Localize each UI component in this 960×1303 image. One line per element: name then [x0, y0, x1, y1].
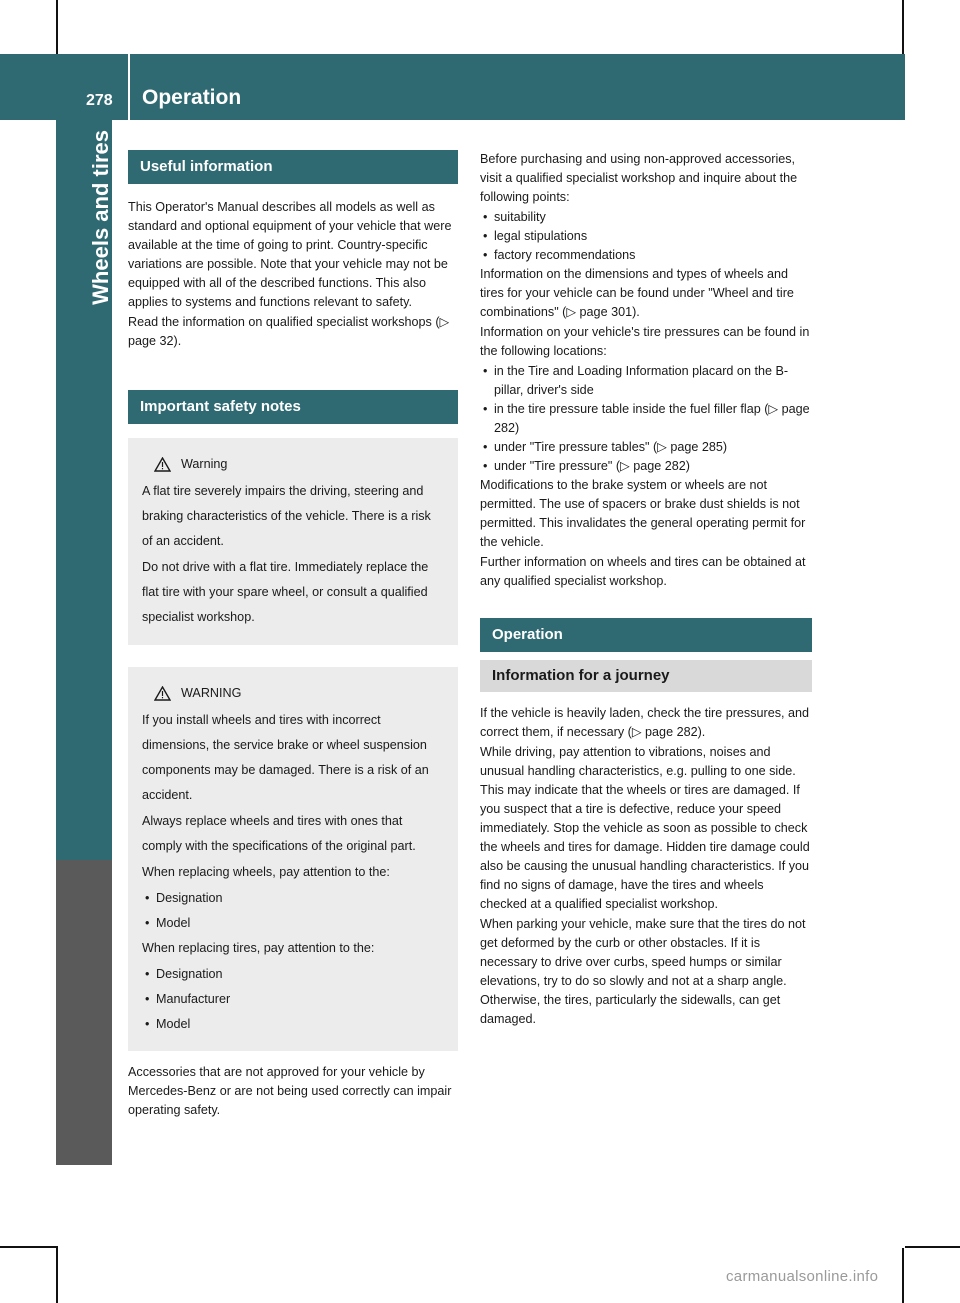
chapter-tab-extension: [56, 860, 112, 1165]
warning-title: WARNING: [181, 686, 242, 700]
right-column: [480, 150, 812, 1030]
modifications-paragraph: Modifications to the brake system or wheels are not permitted. The use of spacers or brake dust shields is not permitted. This invalidates the general operating permit for the vehicle.: [480, 478, 806, 549]
warning-triangle-icon: [154, 686, 171, 701]
journey-heading: Information for a journey: [480, 660, 812, 692]
useful-info-heading: Useful information: [128, 150, 458, 184]
warning-title: Warning: [181, 457, 228, 471]
accessories-paragraph: Accessories that are not approved for your vehicle by Mercedes-Benz or are not being used correctly can impair operating safety.: [128, 1065, 452, 1117]
journey-paragraph: When parking your vehicle, make sure that the tires do not get deformed by the curb or other obstacles. If it is necessary to drive over curbs, speed humps or similar elevations, try to do so slowly and not at a sharp angle. Otherwise, the tires, particularly the sidewalls, can get damaged.: [480, 917, 806, 1026]
list-item: • under "Tire pressure tables" (▷ page 285): [480, 438, 812, 457]
warning-triangle-icon: [154, 457, 171, 472]
inquiry-points-list: [480, 208, 812, 265]
list-item: • under "Tire pressure" (▷ page 282): [480, 457, 812, 476]
workshop-reference: Read the information on qualified specialist workshops (▷ page 32).: [128, 315, 450, 348]
page-header: [0, 54, 905, 120]
page-title: Operation: [142, 86, 242, 109]
header-divider: [128, 54, 130, 120]
list-item: • Model: [142, 911, 444, 936]
flat-tire-warning: [128, 438, 458, 645]
crop-mark: [56, 0, 58, 54]
operation-heading: Operation: [480, 618, 812, 652]
wheel-attributes-list: [142, 886, 444, 936]
list-item: • Manufacturer: [142, 987, 444, 1012]
list-item: • Designation: [142, 962, 444, 987]
warning-text: A flat tire severely impairs the driving, steering and braking characteristics of the vehicle. There is a risk of an accident.: [142, 484, 431, 548]
crop-mark: [902, 1248, 904, 1303]
further-info-paragraph: Further information on wheels and tires can be obtained at any qualified specialist workshop.: [480, 555, 806, 588]
safety-notes-heading: Important safety notes: [128, 390, 458, 424]
list-item: • Designation: [142, 886, 444, 911]
footer-watermark: carmanualsonline.info: [726, 1268, 879, 1285]
list-item: • Model: [142, 1012, 444, 1037]
list-item: • suitability: [480, 208, 812, 227]
pressure-locations-list: [480, 362, 812, 476]
warning-text: Do not drive with a flat tire. Immediately replace the flat tire with your spare wheel, or consult a qualified specialist workshop.: [142, 560, 429, 624]
useful-info-paragraph: This Operator's Manual describes all models as well as standard and optional equipment of your vehicle that were available at the time of going to print. Country-specific variations are possible. Note that your vehicle may not be equipped with all of the described functions. This also applies to systems and functions relevant to safety.: [128, 200, 452, 309]
warning-text: Always replace wheels and tires with ones that comply with the specifications of the original part.: [142, 814, 416, 853]
left-column: [128, 150, 458, 1121]
list-item: • factory recommendations: [480, 246, 812, 265]
warning-text: If you install wheels and tires with incorrect dimensions, the service brake or wheel suspension components may be damaged. There is a risk of an accident.: [142, 713, 429, 802]
list-item: • in the Tire and Loading Information placard on the B-pillar, driver's side: [480, 362, 812, 400]
crop-mark: [905, 1246, 960, 1248]
wheel-dimension-warning: [128, 667, 458, 1051]
journey-paragraph: While driving, pay attention to vibrations, noises and unusual handling characteristics, e.g. pulling to one side. This may indicate that the wheels or tires are damaged. If you suspect that a tire is defective, reduce your speed immediately. Stop the vehicle as soon as possible to check the wheels and tires for damage. Hidden tire damage could also be causing the unusual handling characteristics. If you find no signs of damage, have the tires and wheels checked at a qualified specialist workshop.: [480, 745, 810, 911]
accessories-inquiry: Before purchasing and using non-approved accessories, visit a qualified specialist workshop and inquire about the following points:: [480, 152, 798, 204]
pressure-paragraph: Information on your vehicle's tire pressures can be found in the following locations:: [480, 325, 810, 358]
page-number: 278: [86, 92, 113, 109]
chapter-tab: [56, 120, 112, 860]
dimensions-paragraph: Information on the dimensions and types of wheels and tires for your vehicle can be found under "Wheel and tire combinations" (▷ page 301).: [480, 267, 794, 319]
list-item: • legal stipulations: [480, 227, 812, 246]
tire-attributes-list: [142, 962, 444, 1037]
crop-mark: [0, 1246, 56, 1248]
journey-paragraph: If the vehicle is heavily laden, check the tire pressures, and correct them, if necessary (▷ page 282).: [480, 706, 810, 739]
list-item: • in the tire pressure table inside the fuel filler flap (▷ page 282): [480, 400, 812, 438]
crop-mark: [902, 0, 904, 54]
warning-text: When replacing tires, pay attention to the:: [142, 941, 375, 955]
warning-text: When replacing wheels, pay attention to the:: [142, 865, 390, 879]
crop-mark: [56, 1246, 58, 1303]
chapter-tab-label: Wheels and tires: [88, 130, 113, 305]
